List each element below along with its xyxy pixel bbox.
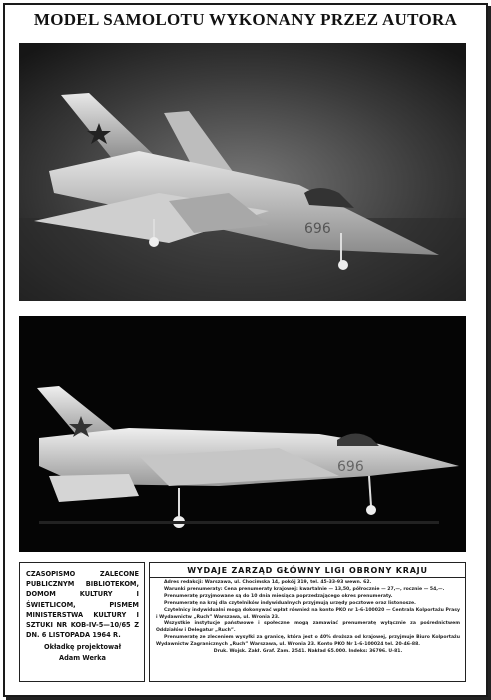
tail-number-2: 696 [337,459,364,475]
imprint-paragraph: Prenumeratę ze zleceniem wysyłki za granicę, która jest o 40% droższa od krajowej, przyjmuje Biuro Kolportażu Wydawnictw Zagranicznych „Ruch” Warszawa, ul. Wronia 23. Konto PKO Nr 1-6-100024 tel. 20-46-88. [156,635,460,648]
publisher-line: WYDAJE ZARZĄD GŁÓWNY LIGI OBRONY KRAJU [150,563,465,578]
imprint-paragraph: Warunki prenumeraty: Cena prenumeraty krajowej: kwartalnie — 13,50, półrocznie — 27,—, rocznie — 54,—. [164,586,445,592]
print-line: Druk. Wojsk. Zakł. Graf. Zam. 2541. Nakład 65.000. Indeks: 36796. U-81. [213,649,403,655]
aircraft-photo-side [19,316,466,552]
imprint-paragraph: Czytelnicy indywidualni mogą dokonywać wpłat również na konto PKO nr 1-6-100020 — Centrala Kolportażu Prasy i Wydawnictw „Ruch” Warszawa, ul. Wronia 23. [156,607,460,620]
imprint-info [150,578,465,656]
imprint-paragraph: Adres redakcji: Warszawa, ul. Chocimska 14, pokój 319, tel. 45-33-93 wewn. 62. [164,580,372,585]
aircraft-model-photo-side-icon [19,316,466,552]
tail-number-1: 696 [304,221,331,237]
cover-designer-label: Okładkę projektował [43,643,122,652]
recommendation-text: CZASOPISMO ZALECONE PUBLICZNYM BIBLIOTEKOM, DOMOM KULTURY I ŚWIETLICOM, PISMEM MINISTERSTWA KULTURY I SZTUKI NR KOB-IV-5—10/65 Z DN. 6 LISTOPADA 1964 R. [26,570,139,640]
page-title: MODEL SAMOLOTU WYKONANY PRZEZ AUTORA [33,10,458,29]
cover-designer-name: Adam Werka [58,653,107,662]
imprint-paragraph: Wszystkie instytucje państwowe i społeczne mogą zamawiać prenumeratę wyłącznie za pośrednictwem Oddziałów i Delegatur „Ruch”. [156,621,460,634]
aircraft-model-photo-top-icon [19,43,466,301]
imprint-paragraph: Prenumeratę na kraj dla czytelników indywidualnych przyjmują urzędy pocztowe oraz listonosze. [164,600,416,606]
colophon-box [19,562,145,682]
imprint-paragraph: Prenumeratę przyjmowane są do 10 dnia miesiąca poprzedzającego okres prenumeraty. [164,593,393,599]
aircraft-photo-top [19,43,466,301]
imprint-box [149,562,466,682]
